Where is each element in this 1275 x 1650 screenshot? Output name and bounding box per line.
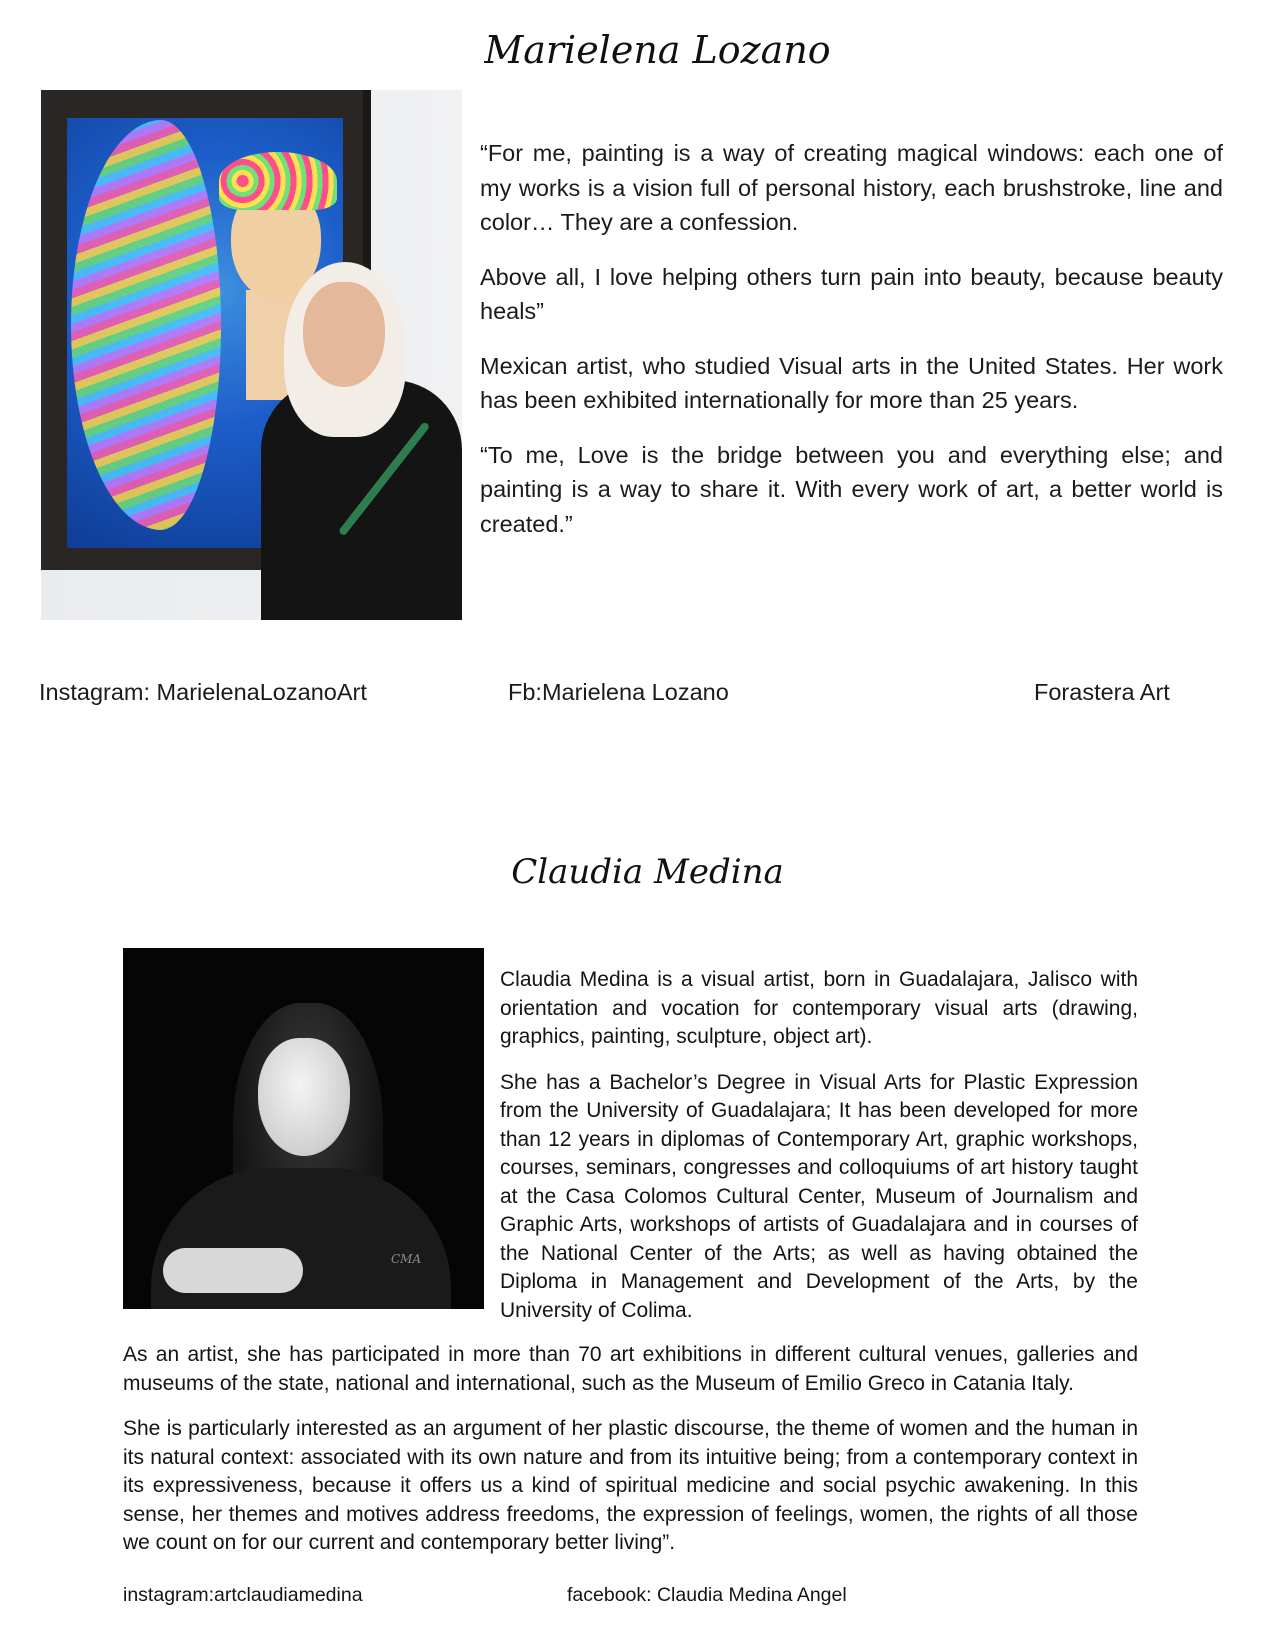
artist2-arm [163,1248,303,1293]
artist2-themes: She is particularly interested as an argument of her plastic discourse, the theme of women and the human in its natural context: associated with its own nature and from its intuitive being; from a contemporary context in its expressiveness, because it offers us a kind of spiritual medicine and social psychic awakening. In this sense, her themes and motives address freedoms, the expression of feelings, women, the rights of all those we count on for our current and contemporary better living”. [123,1417,1138,1554]
artist2-intro: Claudia Medina is a visual artist, born in Guadalajara, Jalisco with orientation and vocation for contemporary visual arts (drawing, graphics, painting, sculpture, object art). [500,968,1138,1048]
artist1-quote-1: “For me, painting is a way of creating magical windows: each one of my works is a vision full of personal history, each brushstroke, line and color… They are a confession. [480,140,1223,235]
artist1-quote-3: “To me, Love is the bridge between you and everything else; and painting is a way to share it. With every work of art, a better world is created.” [480,441,1223,537]
photo-signature: CMA [391,1252,422,1266]
artist1-brand: Forastera Art [1034,679,1170,705]
artist2-photo [123,948,484,1309]
artist2-bio-full [123,1341,1138,1575]
artist2-bio-side [500,966,1138,1342]
painting-flower-crown [219,152,337,210]
artist1-description: Mexican artist, who studied Visual arts in the United States. Her work has been exhibited internationally for more than 25 years. [480,352,1223,413]
artist1-bio [480,136,1223,561]
artist2-exhibitions: As an artist, she has participated in more than 70 art exhibitions in different cultural venues, galleries and museums of the state, national and international, such as the Museum of Emilio Greco in Catania Italy. [123,1343,1138,1395]
artist2-name: Claudia Medina [511,852,784,892]
artist1-face [303,282,385,387]
artist1-photo [41,90,462,620]
artist1-instagram: Instagram: MarielenaLozanoArt [39,679,367,705]
artist1-quote-2: Above all, I love helping others turn pain into beauty, because beauty heals” [480,263,1223,324]
artist2-education: She has a Bachelor’s Degree in Visual Arts for Plastic Expression from the University of Guadalajara; It has been developed for more than 12 years in diplomas of Contemporary Art, graphic workshops, courses, seminars, congresses and colloquiums of art history taught at the Casa Colomos Cultural Center, Museum of Journalism and Graphic Arts, workshops of artists of Guadalajara and in courses of the National Center of the Arts; as well as having obtained the Diploma in Management and Development of the Arts, by the University of Colima. [500,1070,1138,1322]
artist1-facebook: Fb:Marielena Lozano [508,679,729,705]
artist2-face [258,1038,350,1156]
artist2-facebook: facebook: Claudia Medina Angel [567,1584,847,1606]
artist2-instagram: instagram:artclaudiamedina [123,1584,363,1606]
artist1-name: Marielena Lozano [484,28,831,72]
